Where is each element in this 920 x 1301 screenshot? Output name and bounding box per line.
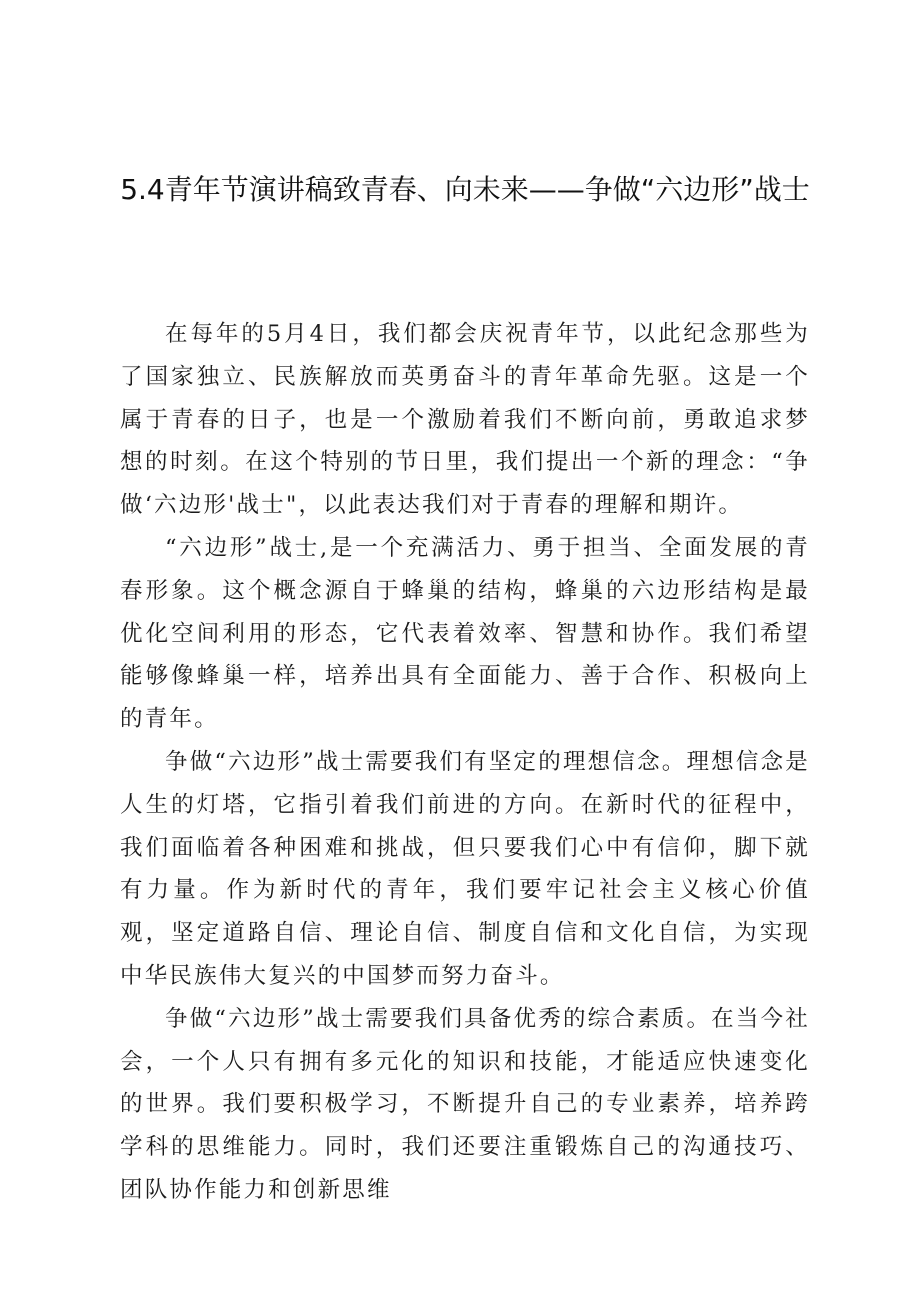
paragraph-2: “六边形”战士,是一个充满活力、勇于担当、全面发展的青春形象。这个概念源自于蜂巢的结构，蜂巢的六边形结构是最优化空间利用的形态，它代表着效率、智慧和协作。我们希望能够像蜂巢一样，培养出具有全面能力、善于合作、积极向上的青年。 bbox=[120, 534, 810, 733]
paragraph-4: 争做“六边形”战士需要我们具备优秀的综合素质。在当今社会，一个人只有拥有多元化的知识和技能，才能适应快速变化的世界。我们要积极学习，不断提升自己的专业素养，培养跨学科的思维能力。同时，我们还要注重锻炼自己的沟通技巧、团队协作能力和创新思维 bbox=[120, 1005, 810, 1203]
document-title: 5.4青年节演讲稿致青春、向未来——争做“六边形”战士 bbox=[120, 173, 810, 206]
document-body bbox=[120, 313, 810, 1212]
paragraph-3: 争做“六边形”战士需要我们有坚定的理想信念。理想信念是人生的灯塔，它指引着我们前进的方向。在新时代的征程中，我们面临着各种困难和挑战，但只要我们心中有信仰，脚下就有力量。作为新时代的青年，我们要牢记社会主义核心价值观，坚定道路自信、理论自信、制度自信和文化自信，为实现中华民族伟大复兴的中国梦而努力奋斗。 bbox=[120, 748, 810, 989]
paragraph-1: 在每年的5月4日，我们都会庆祝青年节，以此纪念那些为了国家独立、民族解放而英勇奋斗的青年革命先驱。这是一个属于青春的日子，也是一个激励着我们不断向前，勇敢追求梦想的时刻。在这个特别的节日里，我们提出一个新的理念：“争做‘六边形'战士"，以此表达我们对于青春的理解和期许。 bbox=[120, 321, 810, 519]
